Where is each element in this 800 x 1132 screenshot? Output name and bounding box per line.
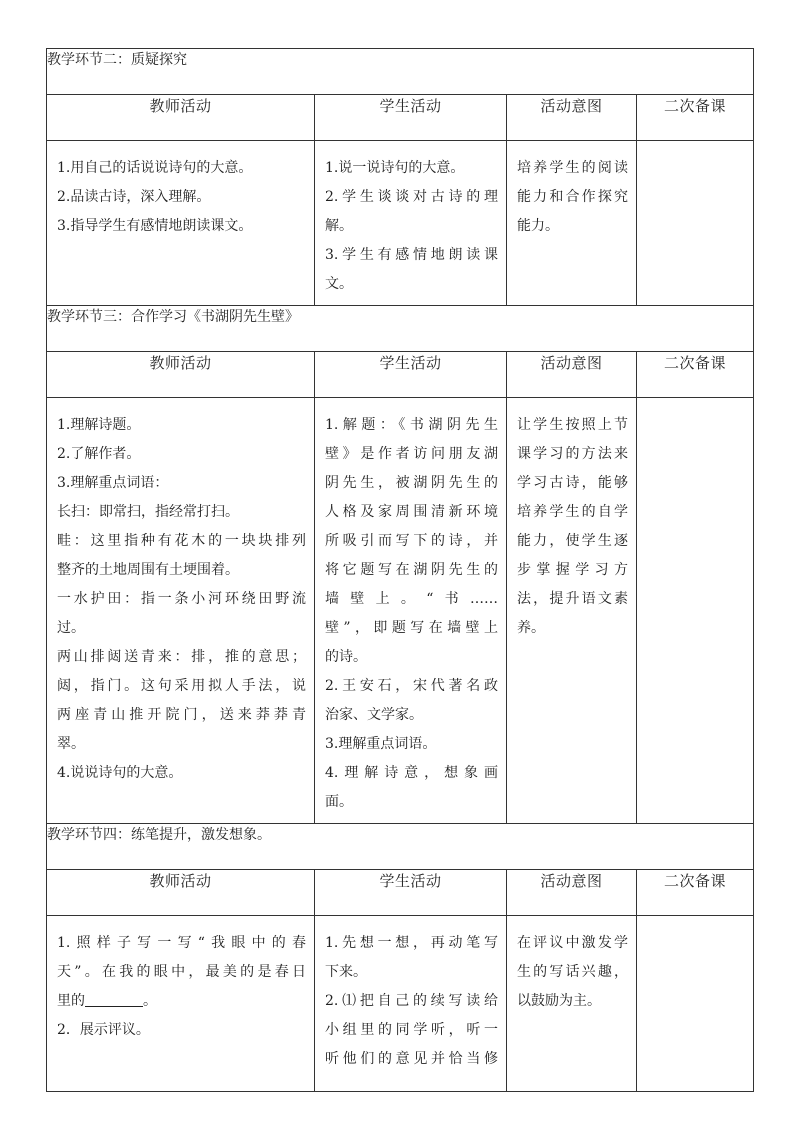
text-line: 小组里的同学听，听一 bbox=[325, 1022, 498, 1038]
text-line: 步掌握学习方 bbox=[517, 562, 628, 578]
section-title: 教学环节三：合作学习《书湖阴先生壁》 bbox=[47, 306, 754, 352]
fill-in-blank bbox=[85, 992, 143, 1007]
teacher-activity-cell bbox=[47, 398, 315, 824]
text-line: 文。 bbox=[325, 276, 353, 292]
text-line: 培养学生的自学 bbox=[517, 504, 628, 520]
header-second-prep: 二次备课 bbox=[637, 870, 754, 916]
text-line: 以鼓励为主。 bbox=[517, 993, 601, 1009]
activity-intent-cell bbox=[507, 141, 637, 306]
text-line: 4.理解诗意，想象画 bbox=[325, 765, 498, 781]
text-line: 2.学生谈谈对古诗的理 bbox=[325, 189, 498, 205]
text-line: 面。 bbox=[325, 794, 353, 810]
second-prep-cell bbox=[637, 398, 754, 824]
text-line: 课学习的方法来 bbox=[517, 446, 628, 462]
text-line: 3.指导学生有感情地朗读课文。 bbox=[57, 218, 253, 234]
text-line: 下来。 bbox=[325, 964, 367, 980]
student-activity-cell bbox=[315, 398, 507, 824]
text-line: 墙壁上。“书…… bbox=[325, 591, 498, 607]
text-line: 将它题写在湖阴先生的 bbox=[325, 562, 498, 578]
second-prep-cell bbox=[637, 141, 754, 306]
header-student-activity: 学生活动 bbox=[315, 870, 507, 916]
text-line: 2.⑴把自己的续写读给 bbox=[325, 993, 498, 1009]
text-line: 1.用自己的话说说诗句的大意。 bbox=[57, 160, 253, 176]
header-activity-intent: 活动意图 bbox=[507, 352, 637, 398]
text-line: 1.照样子写一写“我眼中的春 bbox=[57, 935, 306, 951]
student-activity-cell bbox=[315, 916, 507, 1092]
line-text: 里的 bbox=[57, 993, 85, 1009]
text-line: 一水护田：指一条小河环绕田野流 bbox=[57, 591, 306, 607]
text-line: 生的写话兴趣， bbox=[517, 964, 628, 980]
lesson-plan-table bbox=[46, 48, 754, 1092]
text-line: 2.了解作者。 bbox=[57, 446, 141, 462]
activity-intent-cell bbox=[507, 398, 637, 824]
text-line: 过。 bbox=[57, 620, 85, 636]
text-line: 1.先想一想，再动笔写 bbox=[325, 935, 498, 951]
text-line: 1.理解诗题。 bbox=[57, 417, 141, 433]
text-line: 2.王安石，宋代著名政 bbox=[325, 678, 498, 694]
text-line: 培养学生的阅读 bbox=[517, 160, 628, 176]
text-line: 学习古诗，能够 bbox=[517, 475, 628, 491]
text-line: 天”。在我的眼中，最美的是春日 bbox=[57, 964, 306, 980]
text-line: 能力和合作探究 bbox=[517, 189, 628, 205]
text-line: 能力。 bbox=[517, 218, 559, 234]
text-line: 阴先生，被湖阴先生的 bbox=[325, 475, 498, 491]
header-student-activity: 学生活动 bbox=[315, 95, 507, 141]
header-teacher-activity: 教师活动 bbox=[47, 870, 315, 916]
text-line: 3.理解重点词语。 bbox=[325, 736, 437, 752]
text-line: 两山排闼送青来：排，推的意思； bbox=[57, 649, 306, 665]
text-line: 治家、文学家。 bbox=[325, 707, 423, 723]
text-line: 解。 bbox=[325, 218, 353, 234]
text-line: 能力，使学生逐 bbox=[517, 533, 628, 549]
header-activity-intent: 活动意图 bbox=[507, 870, 637, 916]
header-teacher-activity: 教师活动 bbox=[47, 95, 315, 141]
section-title: 教学环节二：质疑探究 bbox=[47, 49, 754, 95]
text-line: 整齐的土地周围有土埂围着。 bbox=[57, 562, 239, 578]
text-line: 人格及家周围清新环境 bbox=[325, 504, 498, 520]
text-line: 2.品读古诗，深入理解。 bbox=[57, 189, 211, 205]
text-line: 闼，指门。这句采用拟人手法，说 bbox=[57, 678, 306, 694]
text-line: 两座青山推开院门，送来莽莽青 bbox=[57, 707, 306, 723]
text-line: 2．展示评议。 bbox=[57, 1022, 150, 1038]
text-line: 3.理解重点词语： bbox=[57, 475, 169, 491]
student-activity-cell bbox=[315, 141, 507, 306]
text-line: 的诗。 bbox=[325, 649, 367, 665]
text-line: 所吸引而写下的诗，并 bbox=[325, 533, 498, 549]
text-line: 壁”，即题写在墙壁上 bbox=[325, 620, 498, 636]
text-line: 3.学生有感情地朗读课 bbox=[325, 247, 498, 263]
line-text-after: 。 bbox=[143, 993, 157, 1009]
text-line: 听他们的意见并恰当修 bbox=[325, 1051, 498, 1067]
section-title: 教学环节四：练笔提升，激发想象。 bbox=[47, 824, 754, 870]
header-second-prep: 二次备课 bbox=[637, 352, 754, 398]
text-line: 壁》是作者访问朋友湖 bbox=[325, 446, 498, 462]
header-second-prep: 二次备课 bbox=[637, 95, 754, 141]
text-line: 1.解题：《书湖阴先生 bbox=[325, 417, 498, 433]
text-line: 让学生按照上节 bbox=[517, 417, 628, 433]
header-student-activity: 学生活动 bbox=[315, 352, 507, 398]
header-activity-intent: 活动意图 bbox=[507, 95, 637, 141]
text-line: 养。 bbox=[517, 620, 545, 636]
teacher-activity-cell bbox=[47, 916, 315, 1092]
second-prep-cell bbox=[637, 916, 754, 1092]
text-line: 畦：这里指种有花木的一块块排列 bbox=[57, 533, 306, 549]
text-line: 在评议中激发学 bbox=[517, 935, 628, 951]
text-line bbox=[57, 987, 306, 1016]
text-line: 长扫：即常扫，指经常打扫。 bbox=[57, 504, 239, 520]
header-teacher-activity: 教师活动 bbox=[47, 352, 315, 398]
activity-intent-cell bbox=[507, 916, 637, 1092]
text-line: 翠。 bbox=[57, 736, 85, 752]
text-line: 1.说一说诗句的大意。 bbox=[325, 160, 465, 176]
text-line: 4.说说诗句的大意。 bbox=[57, 765, 183, 781]
teacher-activity-cell bbox=[47, 141, 315, 306]
text-line: 法，提升语文素 bbox=[517, 591, 628, 607]
